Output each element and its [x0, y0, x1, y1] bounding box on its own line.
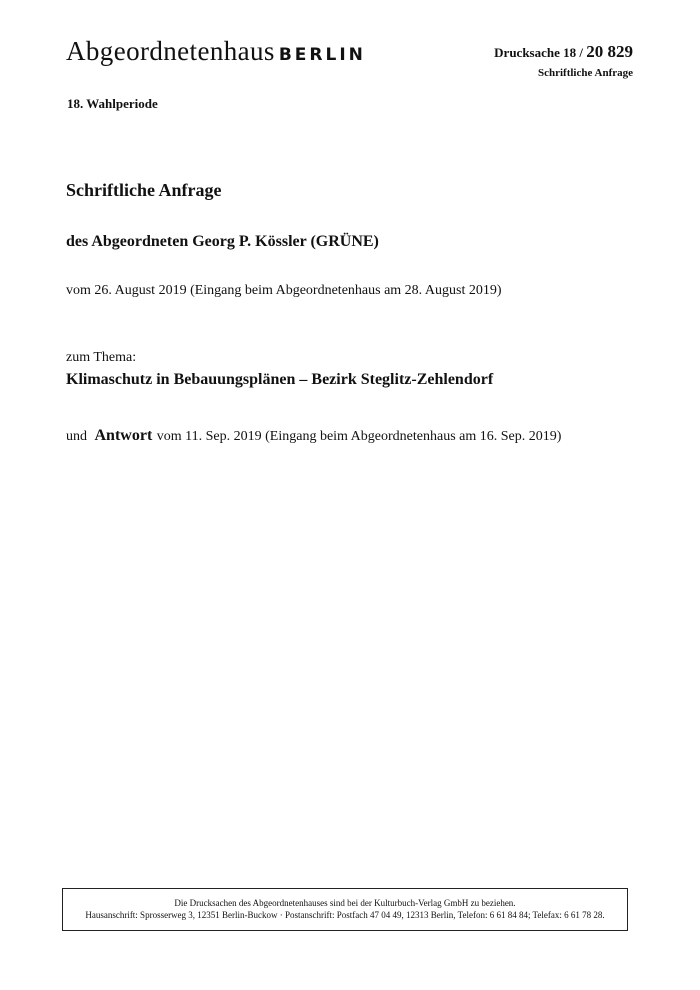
logo-city: BERLIN — [278, 45, 366, 65]
answer-label: Antwort — [94, 427, 153, 444]
parliament-logo — [66, 38, 366, 65]
answer-line — [66, 427, 561, 445]
document-author: des Abgeordneten Georg P. Kössler (GRÜNE) — [66, 233, 379, 250]
submission-date: vom 26. August 2019 (Eingang beim Abgeordnetenhaus am 28. August 2019) — [66, 283, 502, 298]
document-number-value: 20 829 — [586, 42, 633, 61]
document-number-separator: / — [576, 45, 587, 60]
footer-box — [62, 888, 628, 931]
document-title: Schriftliche Anfrage — [66, 180, 222, 200]
answer-date: vom 11. Sep. 2019 (Eingang beim Abgeordnetenhaus am 16. Sep. 2019) — [156, 429, 562, 444]
document-type: Schriftliche Anfrage — [537, 67, 633, 79]
footer-line-2: Hausanschrift: Sprosserweg 3, 12351 Berlin-Buckow · Postanschrift: Postfach 47 04 49, 12313 Berlin, Telefon: 6 61 84 84; Telefax: 6 61 78 28. — [85, 910, 605, 920]
topic-title: Klimaschutz in Bebauungsplänen – Bezirk Steglitz-Zehlendorf — [66, 371, 494, 388]
logo-name: Abgeordnetenhaus — [66, 36, 275, 66]
document-number-label: Drucksache 18 — [494, 45, 577, 60]
topic-label: zum Thema: — [66, 350, 137, 365]
legislative-period: 18. Wahlperiode — [67, 96, 158, 111]
footer-line-1: Die Drucksachen des Abgeordnetenhauses sind bei der Kulturbuch-Verlag GmbH zu beziehen. — [174, 898, 516, 908]
document-number — [494, 42, 633, 62]
answer-prefix: und — [66, 429, 87, 444]
